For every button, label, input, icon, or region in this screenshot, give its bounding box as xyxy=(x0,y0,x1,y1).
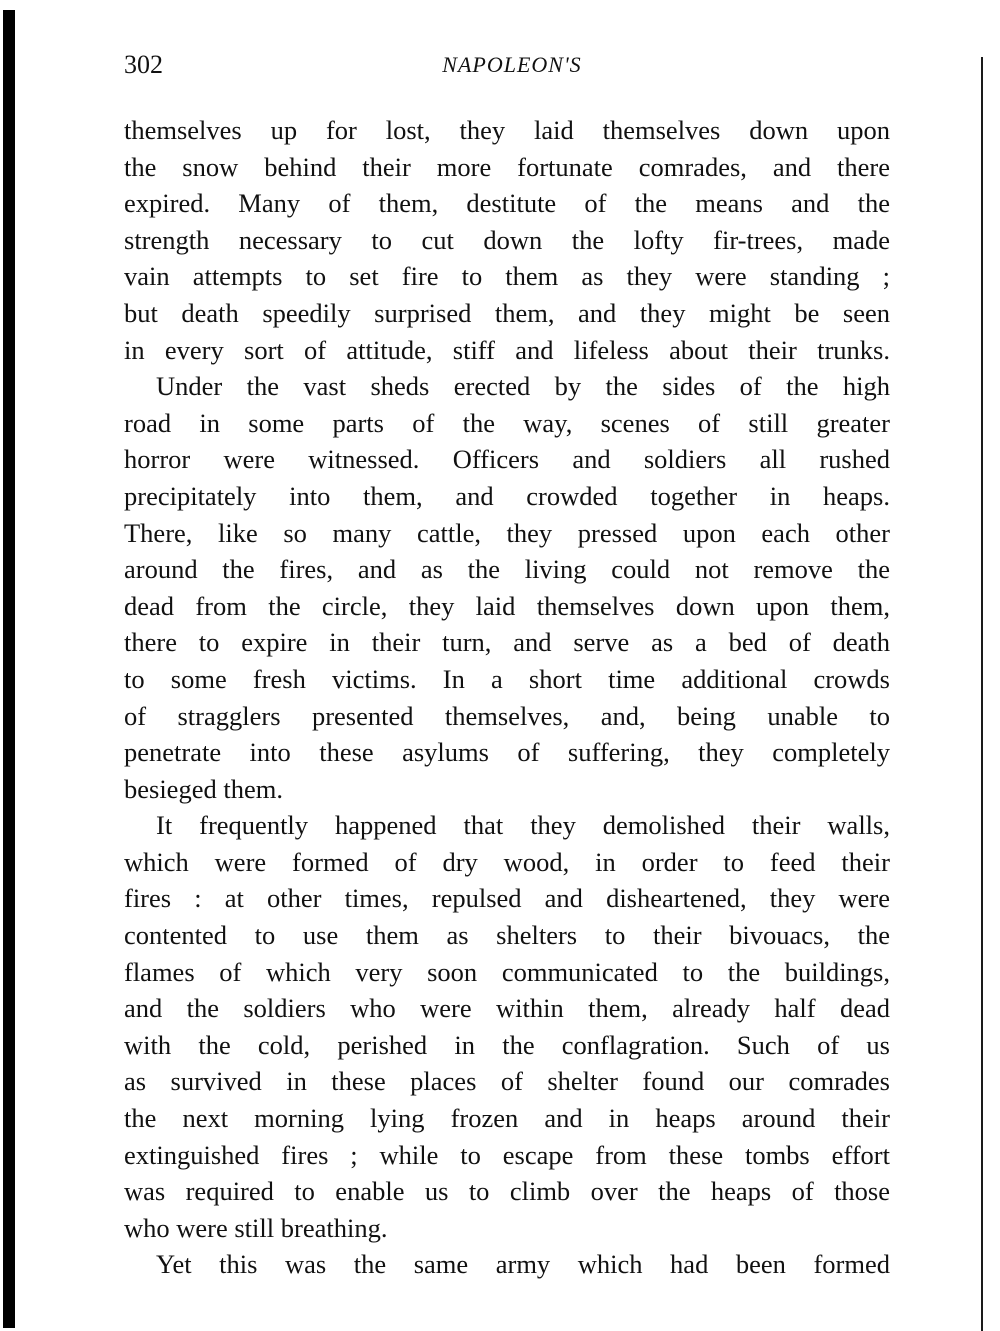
text-line: in every sort of attitude, stiff and lifeless about their trunks. xyxy=(124,334,890,365)
text-line: which were formed of dry wood, in order to feed their xyxy=(124,846,890,877)
text-line: besieged them. xyxy=(124,773,283,804)
page-number: 302 xyxy=(124,50,163,79)
text-line: around the fires, and as the living could not remove the xyxy=(124,554,890,585)
text-line: the snow behind their more fortunate comrades, and there xyxy=(124,151,890,182)
text-line: there to expire in their turn, and serve as a bed of death xyxy=(124,627,890,658)
text-line: as survived in these places of shelter found our comrades xyxy=(124,1066,890,1097)
text-line: horror were witnessed. Officers and soldiers all rushed xyxy=(124,444,890,475)
text-line: Under the vast sheds erected by the sides of the high xyxy=(156,371,890,402)
page-right-edge xyxy=(981,57,983,1331)
text-line: and the soldiers who were within them, already half dead xyxy=(124,993,890,1024)
text-line: dead from the circle, they laid themselves down upon them, xyxy=(124,590,890,621)
paragraph-2 xyxy=(124,368,890,807)
page-binding-edge-inner xyxy=(12,10,15,1328)
text-line: fires : at other times, repulsed and disheartened, they were xyxy=(124,883,890,914)
running-head: NAPOLEON'S xyxy=(442,52,582,77)
text-line: with the cold, perished in the conflagration. Such of us xyxy=(124,1029,890,1060)
text-line: flames of which very soon communicated to the buildings, xyxy=(124,956,890,987)
paragraph-1 xyxy=(124,112,890,368)
text-line: Yet this was the same army which had been formed xyxy=(156,1249,890,1280)
text-line: There, like so many cattle, they pressed upon each other xyxy=(124,517,890,548)
text-line: of stragglers presented themselves, and, being unable to xyxy=(124,700,890,731)
text-line: extinguished fires ; while to escape from these tombs effort xyxy=(124,1139,890,1170)
text-line: vain attempts to set fire to them as they were standing ; xyxy=(124,261,890,292)
paragraph-3 xyxy=(124,807,890,1246)
text-line: expired. Many of them, destitute of the means and the xyxy=(124,188,890,219)
paragraph-4 xyxy=(124,1246,890,1283)
body-text xyxy=(124,112,890,1283)
text-line: but death speedily surprised them, and they might be seen xyxy=(124,297,890,328)
text-line: penetrate into these asylums of suffering, they completely xyxy=(124,737,890,768)
text-line: was required to enable us to climb over the heaps of those xyxy=(124,1176,890,1207)
text-line: themselves up for lost, they laid themselves down upon xyxy=(124,115,890,145)
text-line: road in some parts of the way, scenes of still greater xyxy=(124,407,890,438)
text-line: to some fresh victims. In a short time additional crowds xyxy=(124,663,890,694)
text-line: It frequently happened that they demolished their walls, xyxy=(156,810,890,841)
text-line: precipitately into them, and crowded together in heaps. xyxy=(124,480,890,511)
text-line: the next morning lying frozen and in heaps around their xyxy=(124,1103,890,1134)
text-line: contented to use them as shelters to their bivouacs, the xyxy=(124,920,890,951)
text-line: who were still breathing. xyxy=(124,1212,388,1243)
page-header xyxy=(124,50,890,86)
text-line: strength necessary to cut down the lofty fir-trees, made xyxy=(124,224,890,255)
